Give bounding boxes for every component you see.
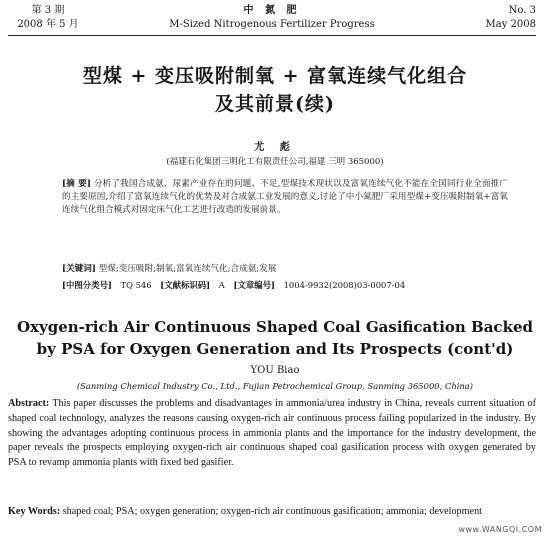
- abstract-en-label: Abstract:: [8, 398, 50, 409]
- author-en: YOU Biao: [250, 365, 300, 376]
- article-no-value: 1004-9932(2008)03-0007-04: [283, 280, 406, 290]
- issue-cn: 第 3 期: [31, 5, 65, 16]
- keywords-cn-text: 型煤;变压吸附;制氧;富氧连续气化;合成氨;发展: [98, 264, 277, 274]
- abstract-en-text: This paper discusses the problems and disadvantages in ammonia/urea industry in China, reveals current situation of shaped coal technology, analyzes the reasons causing oxygen-rich air continuous process failing popularized in the industry. By showing the advantages adopting continuous process in ammonia plants and the importance for the industry development, the paper reveals the prospects employing oxygen-rich air continuous shaped coal gasification process with oxygen generated by PSA to revamp ammonia plants with fixed bed gasifier.: [8, 398, 536, 469]
- author-cn: 尤 彪: [254, 142, 296, 153]
- title-cn: [0, 62, 550, 118]
- clc-value: TQ 546: [120, 280, 152, 290]
- classification-cn: [62, 279, 508, 292]
- keywords-en-label: Key Words:: [8, 506, 61, 517]
- page-header: [8, 4, 536, 36]
- keywords-en: [8, 505, 536, 520]
- doc-code-value: A: [218, 280, 225, 290]
- header-right: [456, 4, 536, 32]
- date-cn: 2008 年 5 月: [17, 19, 79, 30]
- title-en-line1: Oxygen-rich Air Continuous Shaped Coal Gasification Backed: [16, 318, 533, 336]
- header-center: [158, 4, 386, 32]
- date-en: May 2008: [485, 19, 536, 30]
- title-cn-line2: 及其前景(续): [215, 93, 335, 115]
- header-rule: [8, 35, 536, 36]
- affiliation-en: (Sanming Chemical Industry Co., Ltd., Fujian Petrochemical Group, Sanming 365000, China): [76, 381, 474, 391]
- keywords-cn: [62, 263, 508, 276]
- abstract-cn-text: 分析了我国合成氨、尿素产业存在的问题、不足,型煤技术现状以及富氧连续气化不能在全国同行业全面推广的主要原因,介绍了富氧连续气化的优势及对合成氨工业发展的意义,讨论了中小氮肥厂采用型煤+变压吸附制氧+富氧连续气化组合模式对固定床气化工艺进行改造的发展前景。: [62, 179, 509, 216]
- header-left: [8, 4, 88, 32]
- abstract-en: [8, 397, 536, 471]
- clc-label: [中图分类号]: [62, 280, 112, 290]
- journal-name-cn: 中 氮 肥: [243, 5, 301, 16]
- keywords-en-text: shaped coal; PSA; oxygen generation; oxygen-rich air continuous gasification; ammonia; development: [62, 506, 482, 517]
- title-en-line2: by PSA for Oxygen Generation and Its Prospects (cont'd): [36, 340, 514, 358]
- keywords-cn-label: [关键词]: [62, 264, 96, 274]
- journal-name-en: M-Sized Nitrogenous Fertilizer Progress: [169, 19, 375, 30]
- issue-en: No. 3: [508, 5, 536, 16]
- article-no-label: [文章编号]: [233, 280, 275, 290]
- title-en: [0, 316, 550, 360]
- abstract-cn-label: [摘 要]: [62, 179, 91, 189]
- affiliation-cn: (福建石化集团三明化工有限责任公司,福建 三明 365000): [166, 157, 384, 167]
- watermark: www.WANGQI.COM: [458, 525, 542, 534]
- abstract-cn: [62, 178, 508, 218]
- doc-code-label: [文献标识码]: [160, 280, 211, 290]
- title-cn-line1: 型煤 + 变压吸附制氧 + 富氧连续气化组合: [82, 65, 468, 87]
